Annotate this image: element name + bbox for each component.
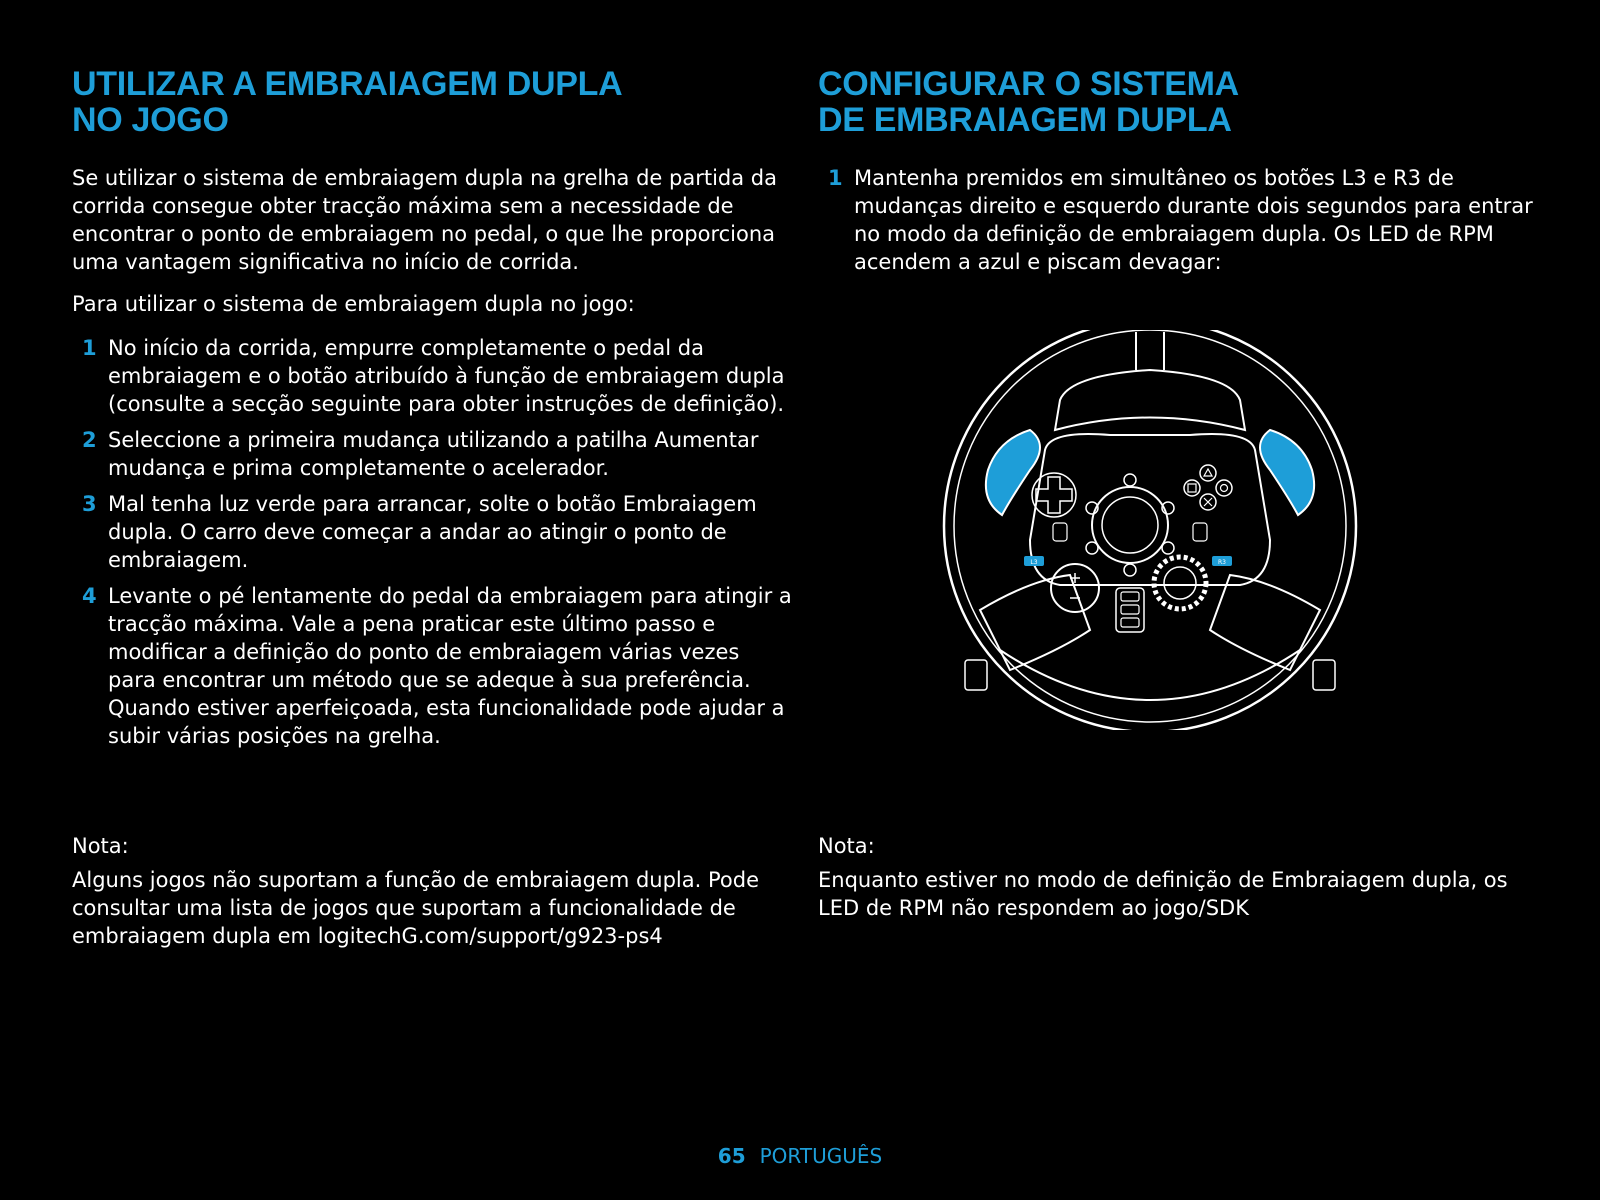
right-column (818, 66, 1538, 284)
center-knob-inner (1102, 497, 1158, 553)
right-note-text: Enquanto estiver no modo de definição de Embraiagem dupla, os LED de RPM não respondem ao jogo/SDK (818, 868, 1508, 920)
left-steps-list (72, 334, 792, 750)
dpad-icon (1032, 473, 1076, 517)
bottom-rim-arc (1000, 650, 1300, 700)
r3-label: R3 (1218, 559, 1226, 566)
left-note-text: Alguns jogos não suportam a função de embraiagem dupla. Pode consultar uma lista de jogos que suportam a funcionalidade de embraiagem dupla em logitechG.com/support/g923-ps4 (72, 868, 759, 948)
right-foot (1313, 660, 1335, 690)
square-icon (1188, 484, 1196, 492)
right-note-label: Nota: (818, 834, 875, 858)
l3-label: L3 (1030, 559, 1038, 566)
lead-paragraph: Para utilizar o sistema de embraiagem dupla no jogo: (72, 292, 635, 316)
page-number: 65 (717, 1144, 746, 1168)
wheel-inner-rim (954, 330, 1346, 722)
left-foot (965, 660, 987, 690)
top-button-icon (1124, 474, 1136, 486)
center-knob (1092, 487, 1168, 563)
right-paddle (1260, 430, 1314, 515)
step-text: Seleccione a primeira mudança utilizando a patilha Aumentar mudança e prima completamente o acelerador. (108, 428, 759, 480)
right-steps-list (818, 164, 1538, 276)
list-item (72, 490, 792, 574)
center-housing (1030, 434, 1270, 585)
left-lower-button-icon (1086, 542, 1098, 554)
left-column (72, 66, 792, 758)
right-title-line1: CONFIGURAR O SISTEMA (818, 65, 1239, 103)
lower-right-spoke (1210, 575, 1320, 670)
list-item (818, 164, 1538, 276)
center-button-panel (1116, 588, 1144, 632)
intro-paragraph: Se utilizar o sistema de embraiagem dupla na grelha de partida da corrida consegue obter tracção máxima sem a necessidade de encontrar o ponto de embraiagem no pedal, o que lhe proporciona uma vantagem significativa no início de corrida. (72, 166, 777, 274)
share-button-icon (1121, 592, 1139, 601)
rotary-dial (1154, 557, 1206, 609)
ps-button-icon (1121, 618, 1139, 627)
step-text: Mal tenha luz verde para arrancar, solte o botão Embraiagem dupla. O carro deve começar a andar ao atingir o ponto de embraiagem. (108, 492, 757, 572)
face-buttons (1184, 465, 1232, 510)
right-lower-button-icon (1162, 542, 1174, 554)
l2-button-icon (1053, 523, 1067, 541)
wheel-outer-rim (944, 330, 1356, 730)
enter-button-icon (1164, 567, 1196, 599)
left-title-line1: UTILIZAR A EMBRAIAGEM DUPLA (72, 65, 623, 103)
footer-language: PORTUGUÊS (759, 1144, 883, 1168)
steering-wheel-illustration (940, 330, 1360, 730)
top-marker (1136, 332, 1164, 370)
right-title-line2: DE EMBRAIAGEM DUPLA (818, 101, 1232, 139)
r2-button-icon (1193, 523, 1207, 541)
step-number: 1 (82, 336, 97, 360)
step-number: 4 (82, 584, 97, 608)
left-note-label: Nota: (72, 834, 129, 858)
left-title (72, 66, 792, 138)
left-paddle (986, 430, 1040, 515)
bottom-button-icon (1124, 564, 1136, 576)
list-item (72, 334, 792, 418)
circle-icon (1221, 485, 1228, 492)
upper-hub (1055, 370, 1245, 430)
cross-icon (1204, 498, 1212, 506)
step-text: Mantenha premidos em simultâneo os botões L3 e R3 de mudanças direito e esquerdo durante dois segundos para entrar no modo da definição de embraiagem dupla. Os LED de RPM acendem a azul e piscam devagar: (854, 166, 1533, 274)
list-item (72, 426, 792, 482)
triangle-icon (1204, 469, 1212, 476)
right-title (818, 66, 1538, 138)
step-text: Levante o pé lentamente do pedal da embraiagem para atingir a tracção máxima. Vale a pena praticar este último passo e modificar a definição do ponto de embraiagem várias vezes para encontrar um método que se adeque à sua preferência. Quando estiver aperfeiçoada, esta funcionalidade pode ajudar a subir várias posições na grelha. (108, 584, 792, 748)
page-footer (0, 1144, 1600, 1168)
left-title-line2: NO JOGO (72, 101, 229, 139)
lower-left-spoke (980, 575, 1090, 670)
step-number: 1 (828, 166, 843, 190)
options-button-icon (1121, 605, 1139, 614)
step-text: No início da corrida, empurre completamente o pedal da embraiagem e o botão atribuído à função de embraiagem dupla (consulte a secção seguinte para obter instruções de definição). (108, 336, 785, 416)
step-number: 3 (82, 492, 97, 516)
list-item (72, 582, 792, 750)
step-number: 2 (82, 428, 97, 452)
